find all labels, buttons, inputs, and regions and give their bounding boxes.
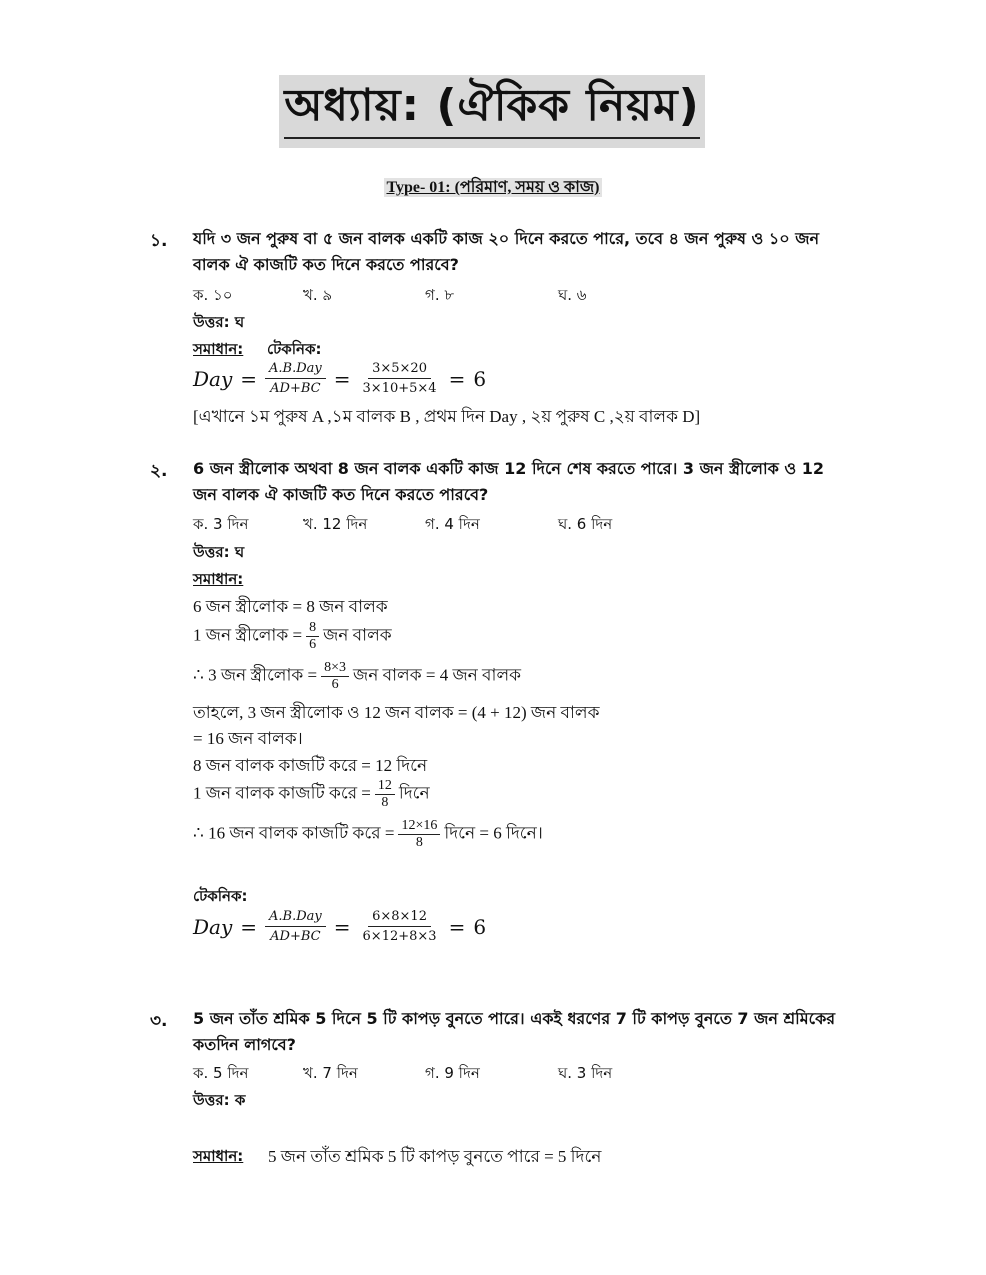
technique-formula bbox=[193, 908, 486, 945]
technique-label: টেকনিক: bbox=[193, 887, 248, 905]
question-number: ১. bbox=[150, 231, 168, 251]
option-c: গ. 9 দিন bbox=[425, 1064, 480, 1082]
solution-step: 8 জন বালক কাজটি করে = 12 দিনে bbox=[193, 756, 428, 775]
answer: উত্তর: ঘ bbox=[193, 543, 245, 561]
type-heading: Type- 01: (পরিমাণ, সময় ও কাজ) bbox=[386, 179, 600, 196]
calc-fraction: $\frac{3\times 5\times 20}{3\times 10+5\times 4}$ bbox=[362, 361, 437, 396]
question-text: 5 জন তাঁত শ্রমিক 5 দিনে 5 টি কাপড় বুনতে পারে। একই ধরণের 7 টি কাপড় বুনতে 7 জন শ্রমিকের কতদিন লাগবে? bbox=[193, 1009, 836, 1054]
formula-lhs: Day bbox=[193, 914, 233, 939]
solution-step: 1 জন বালক কাজটি করে = $\frac{12}{8}$ দিনে bbox=[193, 778, 430, 810]
chapter-title-box bbox=[279, 75, 705, 148]
solution-step: ∴ 16 জন বালক কাজটি করে = $\frac{12\times 16}{8}$ দিনে = 6 দিনে। bbox=[193, 818, 543, 850]
fraction: $\frac{8}{6}$ bbox=[306, 620, 319, 653]
answer: উত্তর: ক bbox=[193, 1091, 246, 1109]
solution-label: সমাধান: bbox=[193, 1147, 244, 1165]
answer: উত্তর: ঘ bbox=[193, 313, 245, 331]
equals-sign: = bbox=[240, 366, 258, 391]
option-b: খ. 7 দিন bbox=[303, 1064, 358, 1082]
solution-step: তাহলে, 3 জন স্ত্রীলোক ও 12 জন বালক = (4 + 12) জন বালক bbox=[193, 703, 600, 722]
technique-label: টেকনিক: bbox=[267, 340, 322, 358]
fraction: $\frac{8\times 3}{6}$ bbox=[321, 660, 349, 693]
option-c: গ. 4 দিন bbox=[425, 515, 480, 533]
option-c: গ. ৮ bbox=[425, 286, 455, 304]
solution-step: 5 জন তাঁত শ্রমিক 5 টি কাপড় বুনতে পারে = 5 দিনে bbox=[268, 1147, 602, 1166]
question-text: যদি ৩ জন পুরুষ বা ৫ জন বালক একটি কাজ ২০ দিনে করতে পারে, তবে ৪ জন পুরুষ ও ১০ জন বালক ঐ কাজটি কত দিনে করতে পারবে? bbox=[193, 229, 820, 274]
solution-label: সমাধান: bbox=[193, 340, 244, 358]
fraction: $\frac{12\times 16}{8}$ bbox=[398, 818, 440, 851]
equals-sign: = bbox=[333, 366, 351, 391]
formula-result: 6 bbox=[473, 914, 487, 939]
variable-note: [এখানে ১ম পুরুষ A ,১ম বালক B , প্রথম দিন Day , ২য় পুরুষ C ,২য় বালক D] bbox=[193, 407, 701, 426]
solution-step: = 16 জন বালক। bbox=[193, 729, 303, 748]
question-text: 6 জন স্ত্রীলোক অথবা 8 জন বালক একটি কাজ 12 দিনে শেষ করতে পারে। 3 জন স্ত্রীলোক ও 12 জন বালক ঐ কাজটি কত দিনে করতে পারবে? bbox=[193, 459, 824, 504]
calc-fraction: $\frac{6\times 8\times 12}{6\times 12+8\times 3}$ bbox=[362, 909, 437, 944]
equals-sign: = bbox=[333, 914, 351, 939]
type-heading-row bbox=[0, 174, 986, 201]
general-fraction: $\frac{\text{A.B.Day}}{AD+BC}$ bbox=[265, 360, 326, 397]
solution-step: ∴ 3 জন স্ত্রীলোক = $\frac{8\times 3}{6}$ জন বালক = 4 জন বালক bbox=[193, 660, 522, 692]
option-a: ক. 5 দিন bbox=[193, 1064, 249, 1082]
solution-label: সমাধান: bbox=[193, 570, 244, 588]
formula-lhs: Day bbox=[193, 366, 233, 391]
solution-step: 1 জন স্ত্রীলোক = $\frac{8}{6}$ জন বালক bbox=[193, 620, 392, 652]
option-b: খ. ৯ bbox=[303, 286, 333, 304]
option-a: ক. ১০ bbox=[193, 286, 233, 304]
fraction: $\frac{12}{8}$ bbox=[375, 778, 395, 811]
technique-formula bbox=[193, 360, 486, 397]
equals-sign: = bbox=[240, 914, 258, 939]
chapter-title: অধ্যায়: (ঐকিক নিয়ম) bbox=[284, 75, 699, 139]
option-a: ক. 3 দিন bbox=[193, 515, 249, 533]
option-b: খ. 12 দিন bbox=[303, 515, 368, 533]
equals-sign: = bbox=[448, 914, 466, 939]
equals-sign: = bbox=[448, 366, 466, 391]
question-number: ২. bbox=[150, 461, 168, 481]
option-d: ঘ. 3 দিন bbox=[558, 1064, 613, 1082]
question-number: ৩. bbox=[150, 1011, 168, 1031]
solution-step: 6 জন স্ত্রীলোক = 8 জন বালক bbox=[193, 597, 388, 616]
option-d: ঘ. 6 দিন bbox=[558, 515, 613, 533]
formula-result: 6 bbox=[473, 366, 487, 391]
option-d: ঘ. ৬ bbox=[558, 286, 587, 304]
general-fraction: $\frac{\text{A.B.Day}}{AD+BC}$ bbox=[265, 908, 326, 945]
